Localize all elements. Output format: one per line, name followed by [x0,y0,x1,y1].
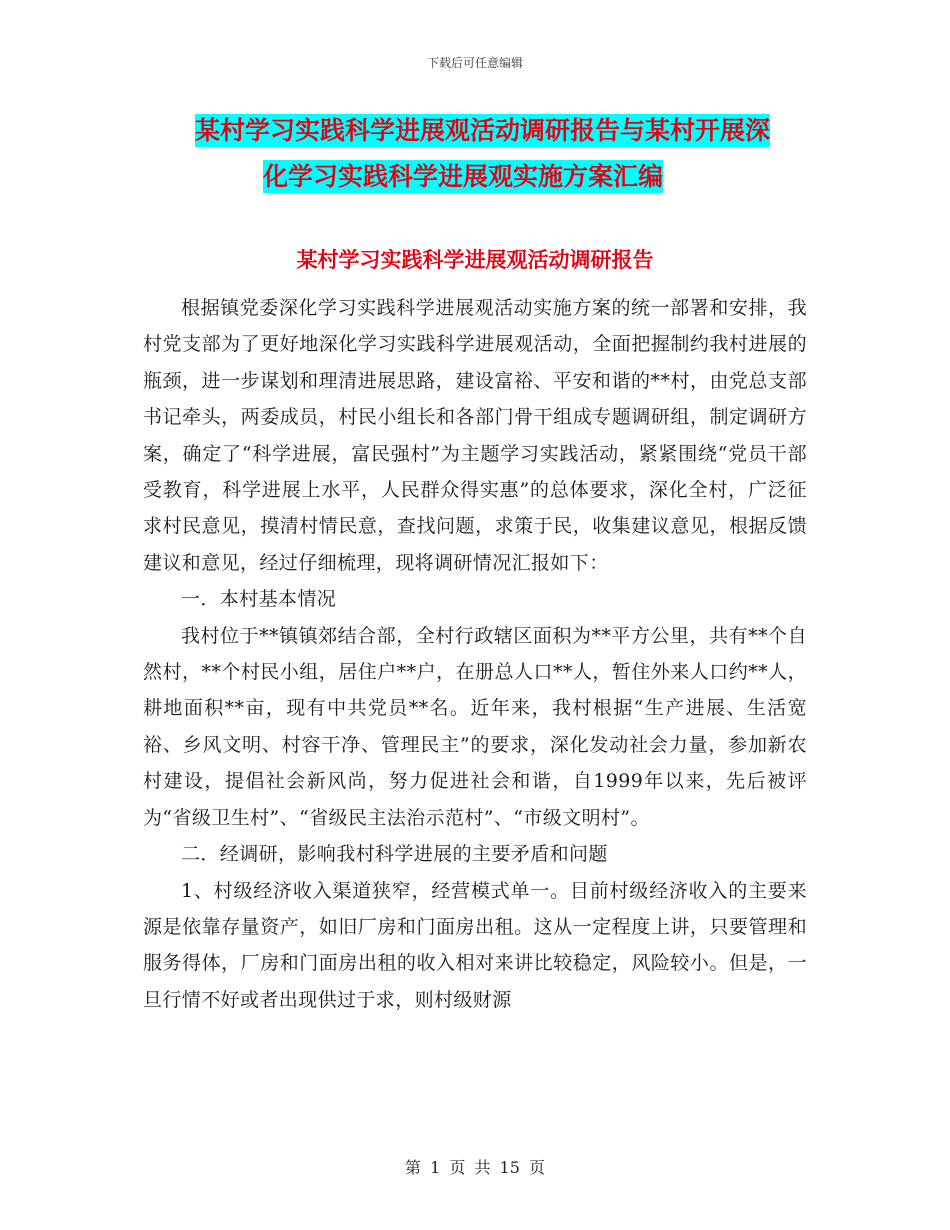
paragraph-basic-situation: 我村位于**镇镇郊结合部，全村行政辖区面积为**平方公里，共有**个自然村，**个村民小组，居住户**户，在册总人口**人，暂住外来人口约**人，耕地面积**亩，现有中共党员**名。近年来，我村根据“生产进展、生活宽裕、乡风文明、村容干净、管理民主”的要求，深化发动社会力量，参加新农村建设，提倡社会新风尚，努力促进社会和谐，自1999年以来，先后被评为“省级卫生村”、“省级民主法治示范村”、“市级文明村”。 [143,624,807,829]
document-body [143,290,807,1018]
title-line-1-text: 某村学习实践科学进展观活动调研报告与某村开展深 [195,116,771,145]
heading-problems: 二．经调研，影响我村科学进展的主要矛盾和问题 [181,843,608,866]
title-line-1 [143,108,807,154]
document-title [143,108,807,200]
title-line-2 [143,154,807,200]
paragraph-intro: 根据镇党委深化学习实践科学进展观活动实施方案的统一部署和安排，我村党支部为了更好地深化学习实践科学进展观活动，全面把握制约我村进展的瓶颈，进一步谋划和理清进展思路，建设富裕、平安和谐的**村，由党总支部书记牵头，两委成员，村民小组长和各部门骨干组成专题调研组，制定调研方案，确定了“科学进展，富民强村”为主题学习实践活动，紧紧围绕“党员干部受教育，科学进展上水平，人民群众得实惠”的总体要求，深化全村，广泛征求村民意见，摸清村情民意，查找问题，求策于民，收集建议意见，根据反馈建议和意见，经过仔细梳理，现将调研情况汇报如下： [143,297,807,574]
header-note: 下载后可任意编辑 [426,56,523,70]
paragraph-problem-1: 1、村级经济收入渠道狭窄，经营模式单一。目前村级经济收入的主要来源是依靠存量资产，如旧厂房和门面房出租。这从一定程度上讲，只要管理和服务得体，厂房和门面房出租的收入相对来讲比较稳定，风险较小。但是，一旦行情不好或者出现供过于求，则村级财源 [143,879,807,1011]
page-number: 第 1 页 共 15 页 [405,1158,545,1177]
heading-basic-situation: 一．本村基本情况 [181,588,337,611]
section-title: 某村学习实践科学进展观活动调研报告 [296,247,654,272]
title-line-2-text: 化学习实践科学进展观实施方案汇编 [263,162,664,191]
